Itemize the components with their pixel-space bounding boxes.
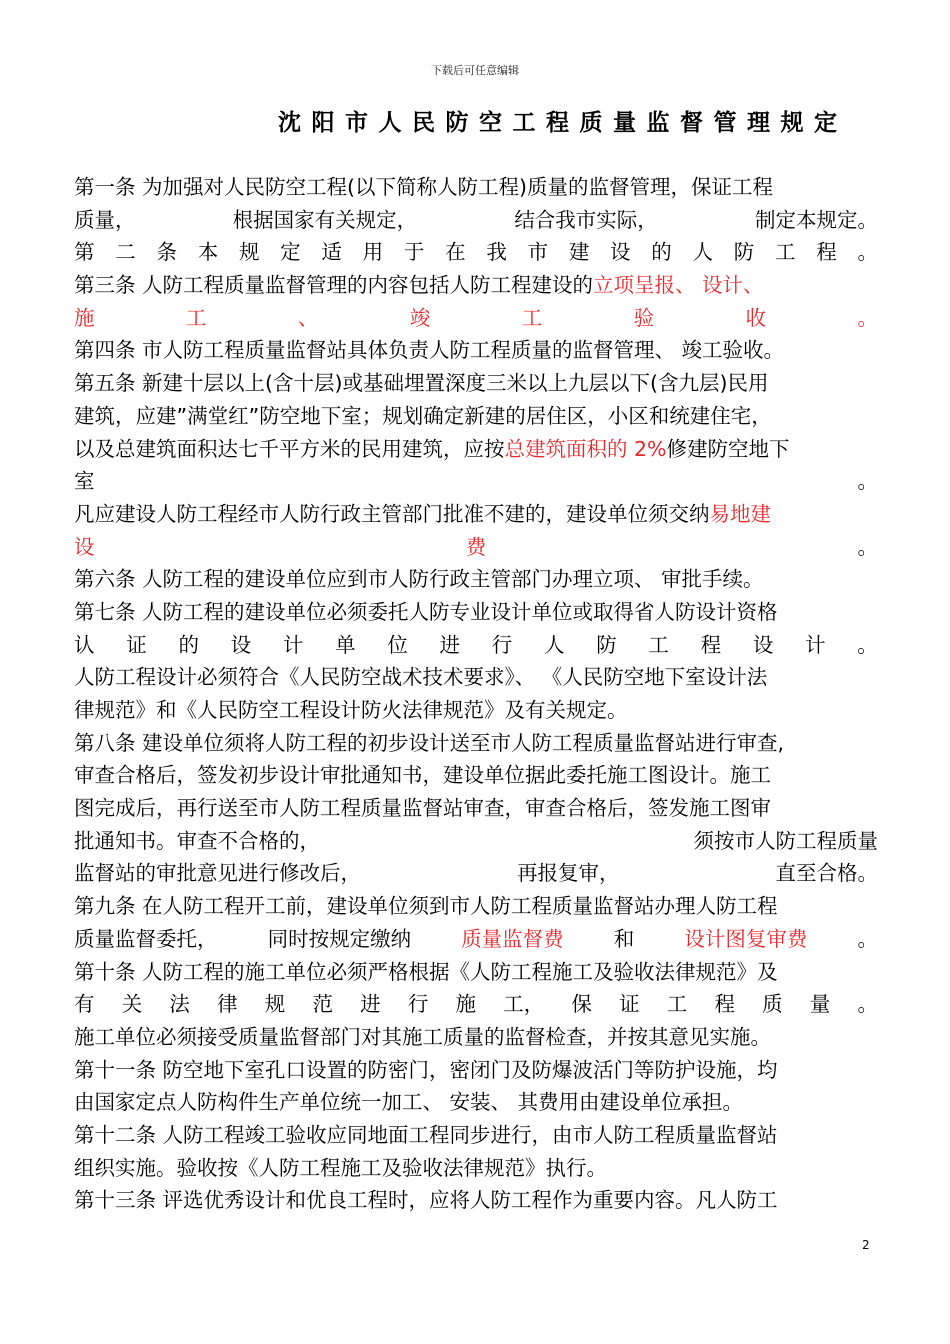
- text-segment: 须按市人防工程质量: [693, 828, 878, 853]
- text-segment: 第九条 在人防工程开工前，建设单位须到市人防工程质量监督站办理人防工程: [74, 894, 778, 919]
- text-segment: 计: [282, 632, 304, 657]
- text-segment: 第三条 人防工程质量监督管理的内容包括人防工程建设的: [74, 273, 594, 298]
- text-line: [74, 1054, 878, 1087]
- text-segment: 二: [115, 240, 136, 265]
- text-segment: 以及总建筑面积达七千平方米的民用建筑，应按: [74, 436, 505, 461]
- text-segment: 施工单位必须接受质量监督部门对其施工质量的监督检查，并按其意见实施。: [74, 1024, 771, 1049]
- text-segment: 修建防空地下: [666, 436, 790, 461]
- text-line: [74, 857, 878, 890]
- text-line: [74, 727, 878, 760]
- text-line: [74, 596, 878, 629]
- text-segment: 人防工程设计必须符合《人民防空战术技术要求》、 《人民防空地下室设计法: [74, 665, 768, 690]
- text-segment: 第六条 人防工程的建设单位应到市人防行政主管部门办理立项、 审批手续。: [74, 567, 764, 592]
- text-line: [74, 367, 878, 400]
- text-line: [74, 1086, 878, 1119]
- text-segment: 施: [455, 992, 476, 1017]
- text-segment: 第十三条 评选优秀设计和优良工程时，应将人防工程作为重要内容。凡人防工: [74, 1188, 778, 1213]
- text-segment: 律: [217, 992, 238, 1017]
- text-line: [74, 694, 878, 727]
- text-segment: 工: [648, 632, 669, 657]
- highlighted-text: 工: [521, 305, 543, 330]
- text-segment: 程: [714, 992, 735, 1017]
- text-segment: 。: [857, 469, 878, 494]
- text-segment: 量: [809, 992, 831, 1017]
- text-line: [74, 171, 878, 204]
- text-segment: 防: [733, 240, 755, 265]
- highlighted-text: 立项呈报、 设计、: [593, 273, 764, 298]
- text-segment: 行: [491, 632, 513, 657]
- text-segment: 。: [857, 992, 878, 1017]
- text-segment: 凡应建设人防工程经市人防行政主管部门批准不建的，建设单位须交纳: [74, 501, 710, 526]
- text-line: [74, 792, 878, 825]
- text-segment: 程: [816, 240, 837, 265]
- text-segment: 第八条 建设单位须将人防工程的初步设计送至市人防工程质量监督站进行审查,: [74, 730, 785, 755]
- text-segment: 范: [312, 992, 333, 1017]
- text-segment: 第: [74, 240, 95, 265]
- text-line: [74, 890, 878, 923]
- text-line: [74, 629, 878, 662]
- document-body: [74, 171, 878, 1217]
- text-segment: 设: [610, 240, 631, 265]
- text-segment: 人: [543, 632, 565, 657]
- highlighted-text: 施: [74, 305, 95, 330]
- highlighted-text: 竣: [409, 305, 431, 330]
- highlighted-text: 。: [857, 305, 878, 330]
- text-segment: 规: [264, 992, 286, 1017]
- text-line: [74, 956, 878, 989]
- text-segment: 质量监督委托，: [74, 926, 218, 951]
- highlighted-text: 费: [465, 534, 487, 559]
- text-segment: 位: [387, 632, 408, 657]
- text-line: [74, 1152, 878, 1185]
- highlighted-text: 设: [74, 534, 95, 559]
- text-segment: 进: [360, 992, 381, 1017]
- text-segment: 的: [651, 240, 672, 265]
- highlighted-text: 验: [633, 305, 655, 330]
- highlighted-text: 易地建: [709, 501, 771, 526]
- text-segment: 同时按规定缴纳: [267, 926, 412, 951]
- text-line: [74, 825, 878, 858]
- text-line: [74, 400, 878, 433]
- text-segment: 定: [280, 240, 301, 265]
- text-line: [74, 923, 878, 956]
- text-segment: 进: [439, 632, 461, 657]
- text-line: [74, 204, 878, 237]
- text-segment: 我: [486, 240, 507, 265]
- text-segment: 室: [74, 469, 95, 494]
- text-segment: 规: [238, 240, 260, 265]
- text-segment: 。: [857, 534, 878, 559]
- text-segment: 质量，: [74, 207, 136, 232]
- text-segment: 结合我市实际，: [514, 207, 658, 232]
- text-segment: 第十条 人防工程的施工单位必须严格根据《人防工程施工及验收法律规范》及: [74, 959, 778, 984]
- text-segment: 第七条 人防工程的建设单位必须委托人防专业设计单位或取得省人防设计资格: [74, 599, 778, 624]
- text-segment: 根据国家有关规定，: [232, 207, 418, 232]
- text-segment: 直至合格。: [775, 861, 878, 886]
- text-segment: 行: [407, 992, 429, 1017]
- text-line: [74, 269, 878, 302]
- text-segment: 组织实施。验收按《人防工程施工及验收法律规范》执行。: [74, 1155, 607, 1180]
- text-segment: 工: [666, 992, 688, 1017]
- highlighted-text: 质量监督费: [461, 926, 564, 951]
- text-segment: 第一条 为加强对人民防空工程(以下简称人防工程)质量的监督管理，保证工程: [74, 175, 774, 199]
- highlighted-text: 收: [745, 305, 767, 330]
- text-segment: 本: [197, 240, 219, 265]
- text-segment: 计: [805, 632, 826, 657]
- text-segment: 在: [445, 240, 466, 265]
- text-line: [74, 1184, 878, 1217]
- text-segment: 于: [403, 240, 425, 265]
- text-segment: 由国家定点人防构件生产单位统一加工、 安装、 其费用由建设单位承担。: [74, 1090, 744, 1115]
- text-segment: 人: [692, 240, 714, 265]
- text-line: [74, 236, 878, 269]
- text-segment: 质: [762, 992, 783, 1017]
- text-segment: 律规范》和《人民防空工程设计防火法律规范》及有关规定。: [74, 698, 628, 722]
- text-line: [74, 759, 878, 792]
- text-segment: 证: [126, 632, 147, 657]
- text-segment: 适: [321, 240, 342, 265]
- text-line: [74, 1119, 878, 1152]
- text-segment: 工: [774, 240, 796, 265]
- text-line: [74, 661, 878, 694]
- text-segment: 的: [178, 632, 199, 657]
- text-line: [74, 465, 878, 498]
- text-segment: 图完成后，再行送至市人防工程质量监督站审查，审查合格后，签发施工图审: [74, 796, 771, 821]
- text-segment: 。: [857, 926, 878, 951]
- text-segment: 认: [74, 632, 95, 657]
- text-segment: 程: [700, 632, 722, 657]
- text-line: [74, 531, 878, 564]
- text-line: [74, 334, 878, 367]
- text-segment: 市: [527, 240, 549, 265]
- text-line: [74, 988, 878, 1021]
- text-segment: 第四条 市人防工程质量监督站具体负责人防工程质量的监督管理、 竣工验收。: [74, 338, 785, 363]
- document-title: 沈阳市人民防空工程质量监督管理规定: [278, 110, 848, 136]
- text-segment: 第五条 新建十层以上(含十层)或基础埋置深度三米以上九层以下(含九层)民用: [74, 371, 769, 396]
- text-segment: 第十二条 人防工程竣工验收应同地面工程同步进行，由市人防工程质量监督站: [74, 1122, 778, 1147]
- text-segment: 设: [752, 632, 774, 657]
- text-segment: 监督站的审批意见进行修改后，: [74, 861, 361, 886]
- text-segment: 法: [169, 992, 190, 1017]
- highlighted-text: 设计图复审费: [684, 926, 808, 951]
- highlighted-text: 总建筑面积的 2%: [504, 436, 667, 461]
- page-number: 2: [862, 1238, 870, 1252]
- text-segment: 第十一条 防空地下室孔口设置的防密门，密闭门及防爆波活门等防护设施，均: [74, 1057, 778, 1082]
- text-segment: 建: [568, 240, 590, 265]
- text-segment: 工，: [503, 992, 545, 1017]
- text-segment: 防: [596, 632, 617, 657]
- text-segment: 保: [571, 992, 592, 1017]
- text-segment: 单: [335, 632, 356, 657]
- text-segment: 用: [362, 240, 384, 265]
- text-segment: 。: [857, 240, 878, 265]
- text-segment: 条: [156, 240, 177, 265]
- text-segment: 批通知书。审查不合格的，: [74, 828, 320, 853]
- text-line: [74, 302, 878, 335]
- header-note: 下载后可任意编辑: [431, 64, 519, 77]
- text-segment: 。: [857, 632, 878, 657]
- text-segment: 有: [74, 992, 95, 1017]
- text-line: [74, 498, 878, 531]
- highlighted-text: 、: [297, 305, 319, 330]
- text-segment: 设: [230, 632, 252, 657]
- text-segment: 再报复审，: [517, 861, 620, 886]
- text-line: [74, 563, 878, 596]
- text-segment: 和: [613, 926, 635, 951]
- text-segment: 制定本规定。: [754, 207, 878, 232]
- text-line: [74, 1021, 878, 1054]
- text-segment: 关: [121, 992, 143, 1017]
- text-segment: 审查合格后，签发初步设计审批通知书，建设单位据此委托施工图设计。施工: [74, 763, 771, 788]
- text-segment: 证: [619, 992, 640, 1017]
- highlighted-text: 工: [185, 305, 207, 330]
- text-line: [74, 433, 878, 466]
- text-segment: 建筑，应建”满堂红”防空地下室；规划确定新建的居住区，小区和统建住宅，: [74, 403, 772, 428]
